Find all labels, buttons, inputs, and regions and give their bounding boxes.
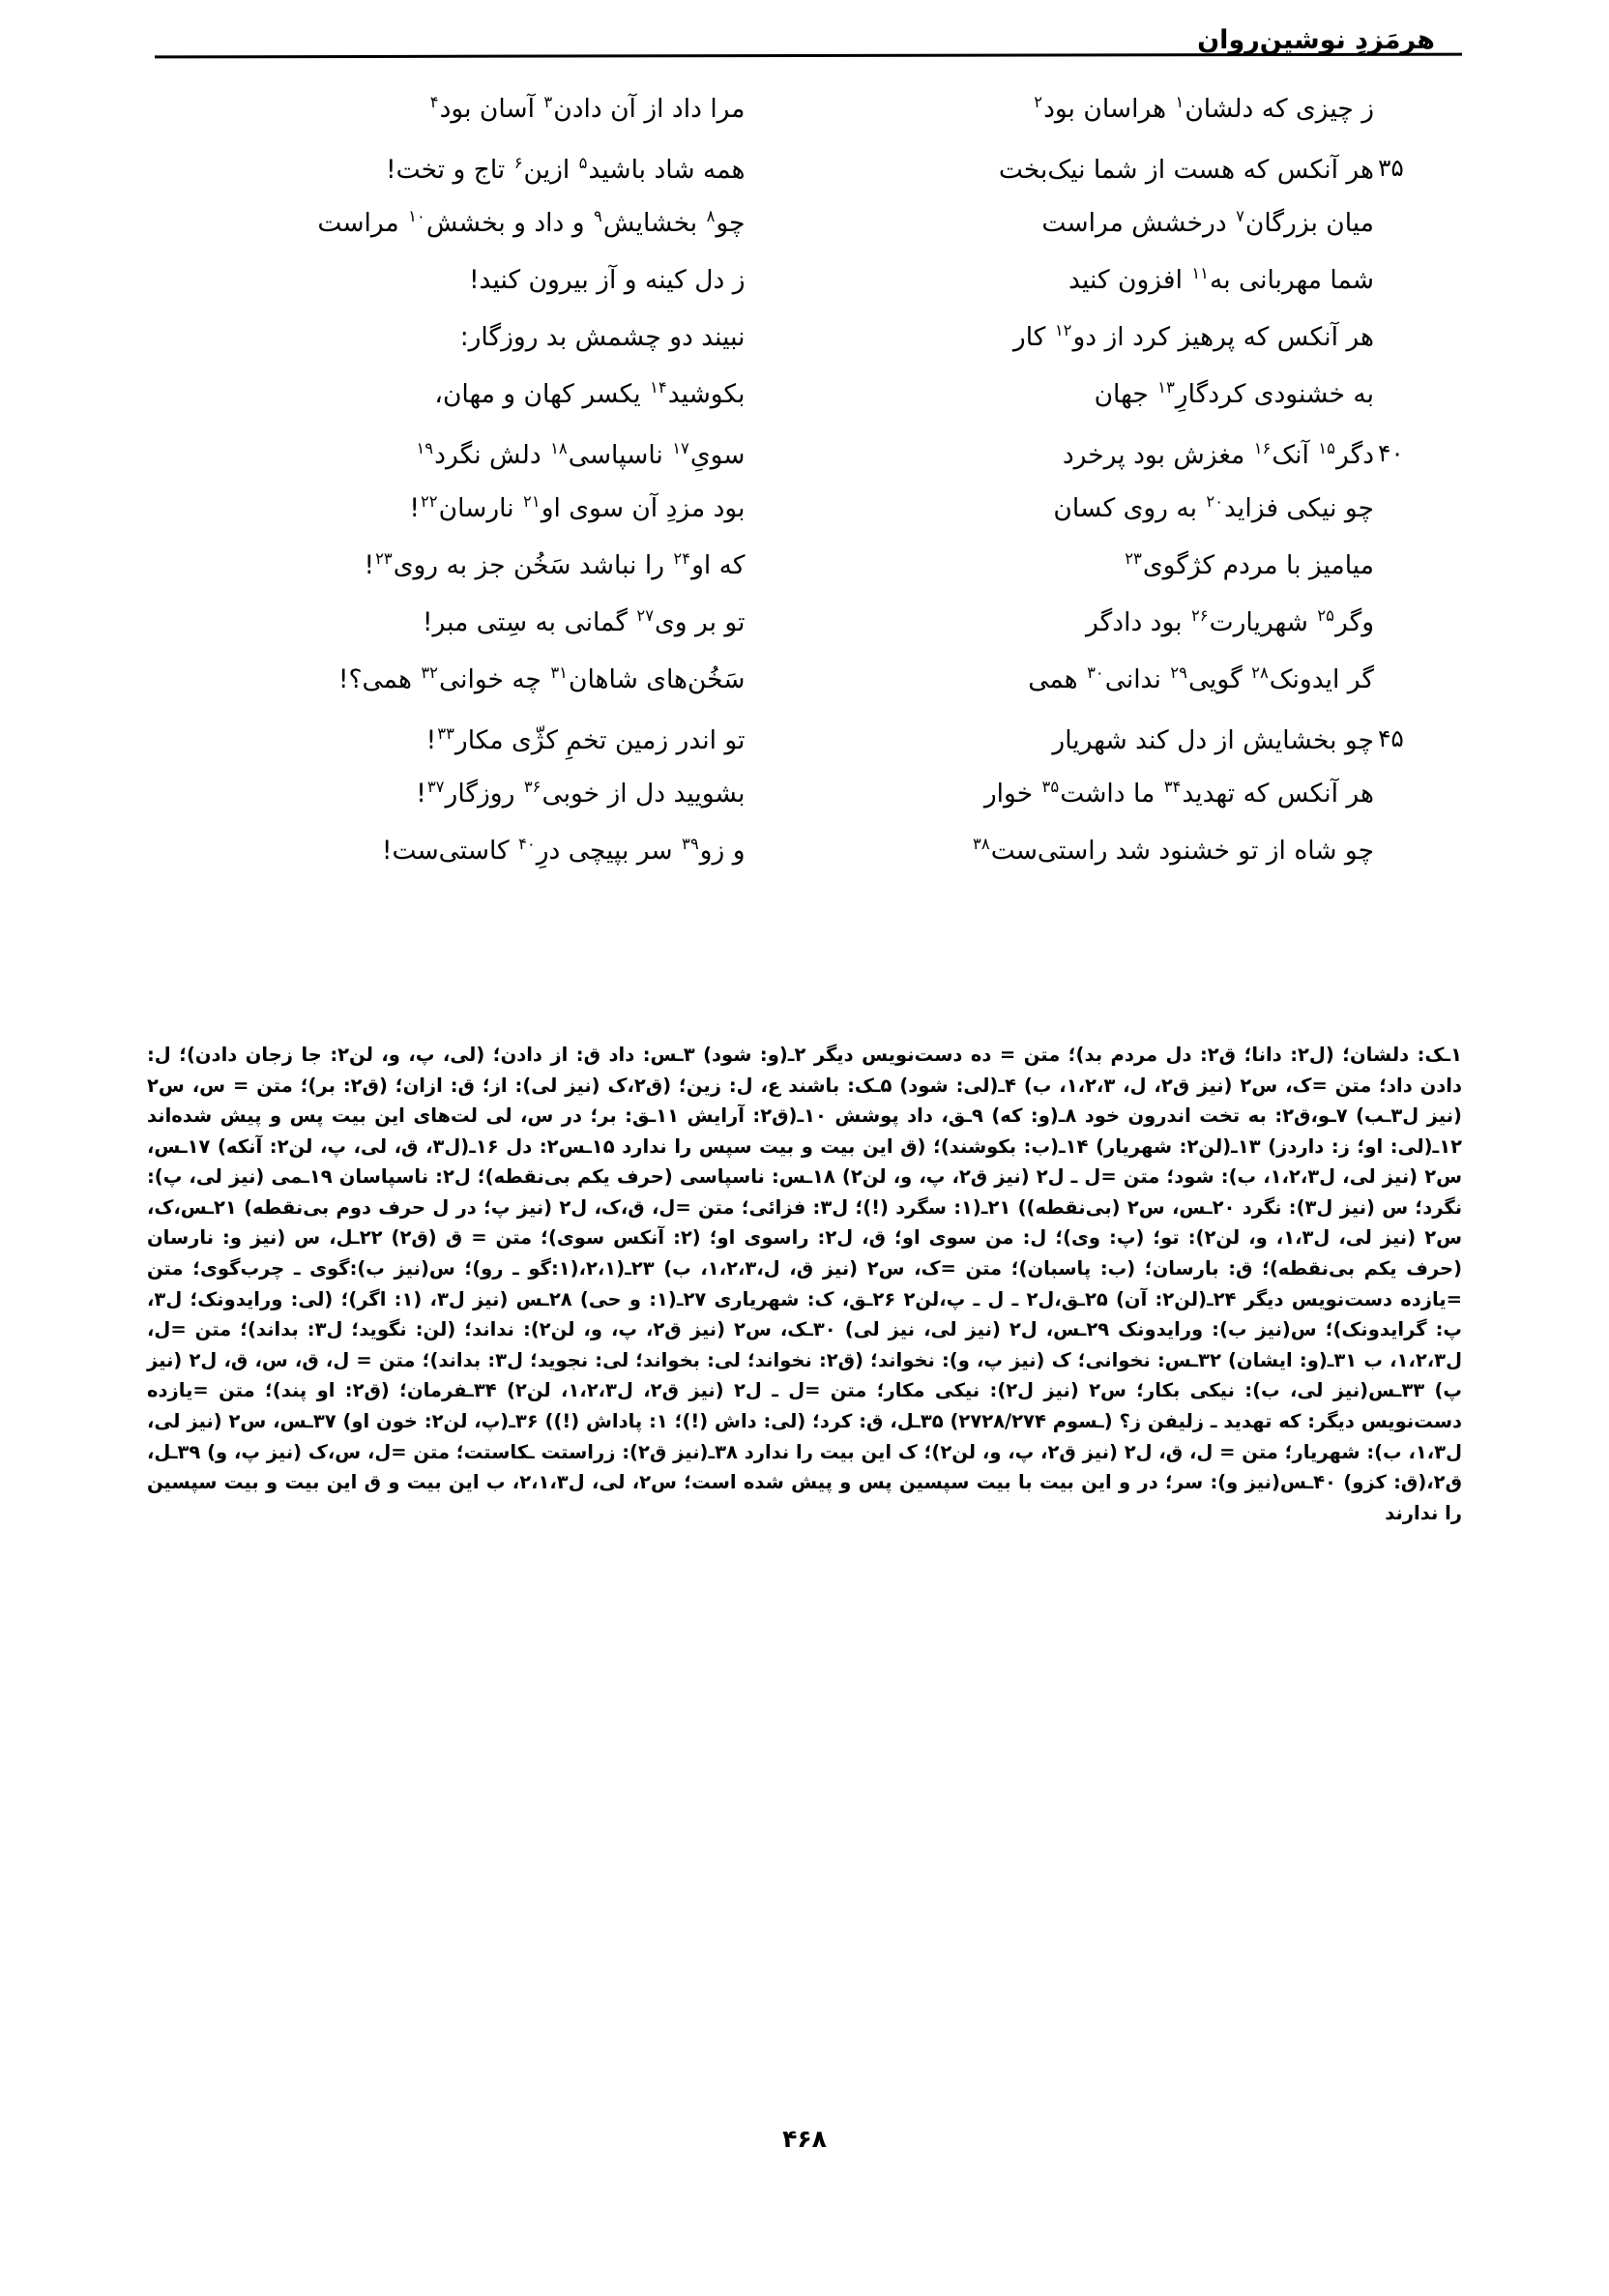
hemistich-second: و زو$^{۳۹}$ سر بپیچی درِ$^{۴۰}$ کاستی‌ست! (381, 835, 746, 866)
hemistich-second: مرا داد از آن دادن$^۳$ آسان بود$^۴$ (429, 93, 746, 124)
verse-line-number (1378, 682, 1440, 686)
critical-apparatus (147, 1040, 1462, 1528)
hemistich-second: سویِ$^{۱۷}$ ناسپاسی$^{۱۸}$ دلش نگرد$^{۱۹}$ (416, 439, 746, 470)
apparatus-text: ۱ـک: دلشان؛ (ل۲: دانا؛ ق۲: دل مردم بد)؛ متن = ده دست‌نویس دیگر ۲ـ(و: شود) ۳ـس: داد ق: از دادن؛ (لی، پ، و، لن۲: جا زجان دادن)؛ ل: دادن داد؛ متن =ک، س۲ (نیز ق۲، ل، ۱،۲،۳، ب) ۴ـ(لی: شود) ۵ـک: باشند ع، ل: زین؛ (ق۲،ک (نیز لی): از؛ ق: ازان؛ (ق۲: بر)؛ متن = س، س۲ (نیز ل۳ـب) ۷ـو،ق۲: به تخت اندرون خود ۸ـ(و: که) ۹ـق، داد پوشش ۱۰ـ(ق۲: آرایش ۱۱ـق: بر؛ در س، لی لت‌های این بیت پس و پیش شده‌اند ۱۲ـ(لی: او؛ ز: داردز) ۱۳ـ(لن۲: شهریار) ۱۴ـ(ب: بکوشند)؛ (ق این بیت و بیت سپس را ندارد ۱۵ـس۲: دل ۱۶ـ(ل۳، ق، لی، پ، لن۲: آنکه) ۱۷ـس، س۲ (نیز لی، ل۱،۲،۳، ب): شود؛ متن =ل ـ ل۲ (نیز ق۲، پ، و، لن۲) ۱۸ـس: ناسپاسی (حرف یکم بی‌نقطه)؛ ل۲: ناسپاسان ۱۹ـمی (نیز لی، پ): نگرد؛ س (نیز ل۳): نگرد ۲۰ـس، س۲ (بی‌نقطه)) ۲۱ـ(۱: سگرد (!)؛ ل۳: فزائی؛ متن =ل، ق،ک، ل۲ (نیز پ؛ در ل حرف دوم بی‌نقطه) ۲۱ـس،ک، س۲ (نیز لی، ل۱،۳، و، لن۲): تو؛ (پ: وی)؛ ل: من سوی او؛ ق، ل۲: راسوی او؛ (۲: آنکس سوی)؛ متن = ق (ق۲) ۲۲ـل، س (نیز و: نارسان (حرف یکم بی‌نقطه)؛ ق: بارسان؛ (ب: پاسبان)؛ متن =ک، س۲ (نیز ق، ل،۱،۲،۳، ب) ۲۳ـ(۲،۱،(۱:گو ـ رو)؛ س(نیز ب):گوی ـ چرب‌گوی؛ متن =یازده دست‌نویس دیگر ۲۴ـ(لن۲: آن) ۲۵ـق،ل۲ ـ ل ـ پ،لن۲ ۲۶ـق، ک: شهریاری ۲۷ـ(۱: و حی) ۲۸ـس (نیز ل۳، (۱: اگر)؛ (لی: ورایدونک؛ ل۳، پ: گرایدونک)؛ س(نیز ب): ورایدونک ۲۹ـس، ل۲ (نیز لی، نیز لی) ۳۰ـک، س۲ (نیز ق۲، پ، و، لن۲): نداند؛ (لن: نگوید؛ ل۳: بداند)؛ متن =ل، ل۱،۲،۳، ب ۳۱ـ(و: ایشان) ۳۲ـس: نخوانی؛ ک (نیز پ، و): نخواند؛ (ق۲: نخواند؛ لی: بخواند؛ لی: نجوید؛ ل۳: بداند)؛ متن = ل، ق، س، ق، ل۲ (نیز پ) ۳۳ـس(نیز لی، ب): نیکی بکار؛ س۲ (نیز ل۲): نیکی مکار؛ متن =ل ـ ل۲ (نیز ق۲، ل۱،۲،۳، لن۲) ۳۴ـفرمان؛ (ق۲: او پند)؛ متن =یازده دست‌نویس دیگر: که تهدید ـ زلیفن ز؟ (ـسوم ۲۷۲۸/۲۷۴) ۳۵ـل، ق: کرد؛ (لی: داش (!)؛ ۱: پاداش (!)) ۳۶ـ(پ، لن۲: خون او) ۳۷ـس، س۲ (نیز لی، ل۱،۳، ب): شهریار؛ متن = ل، ق، ل۲ (نیز ق۲، پ، و، لن۲)؛ ک این بیت را ندارد ۳۸ـ(نیز ق۲): زراستت ـکاستت؛ متن =ل، س،ک (نیز پ، و) ۳۹ـل، ق۲،(ق: کزو) ۴۰ـس(نیز و): سر؛ در و این بیت با بیت سپسین پس و پیش شده است؛ س۲، لی، ل۲،۱،۳، ب این بیت و ق این بیت و بیت سپسین را ندارند (147, 1044, 1463, 1524)
verse-couplet (164, 778, 1440, 835)
verse-couplet (164, 835, 1440, 892)
verse-line-number (1378, 568, 1440, 572)
verse-line-number (1378, 796, 1440, 800)
hemistich-second: سَخُن‌های شاهان$^{۳۱}$ چه خوانی$^{۳۲}$ همی؟! (337, 663, 746, 694)
hemistich-second: بشویید دل از خوبی$^{۳۶}$ روزگار$^{۳۷}$! (416, 778, 746, 809)
verse-line-number: ۴۵ (1378, 724, 1404, 752)
hemistich-second: نبیند دو چشمش بد روزگار: (459, 322, 746, 352)
verse-line-number: ۴۰ (1378, 439, 1404, 467)
hemistich-second: ز دل کینه و آز بیرون کنید! (468, 265, 746, 295)
hemistich-first: چو شاه از تو خشنود شد راستی‌ست$^{۳۸}$ (973, 835, 1374, 866)
verse-couplet (164, 435, 1440, 492)
hemistich-first: به خشنودی کردگارِ$^{۱۳}$ جهان (1094, 378, 1374, 409)
verse-line-number (1378, 625, 1440, 629)
hemistich-first: ز چیزی که دلشان$^۱$ هراسان بود$^۲$ (1034, 93, 1374, 124)
verse-couplet (164, 378, 1440, 435)
verse-line-number: ۳۵ (1378, 154, 1404, 182)
hemistich-first: هر آنکس که تهدید$^{۳۴}$ ما داشت$^{۳۵}$ خوار (983, 778, 1374, 809)
page-header (145, 25, 1464, 77)
verse-block (164, 93, 1440, 892)
hemistich-second: چو$^۸$ بخشایش$^۹$ و داد و بخشش$^{۱۰}$ مراست (317, 207, 746, 238)
verse-couplet (164, 549, 1440, 606)
hemistich-first: گر ایدونک$^{۲۸}$ گویی$^{۲۹}$ ندانی$^{۳۰}$ همی (1028, 663, 1374, 694)
hemistich-second: تو اندر زمین تخمِ کژّی مکار$^{۳۳}$! (425, 724, 746, 755)
hemistich-first: چو نیکی فزاید$^{۲۰}$ به روی کسان (1053, 492, 1374, 523)
verse-couplet (164, 321, 1440, 378)
verse-couplet (164, 606, 1440, 663)
verse-line-number (1378, 853, 1440, 857)
hemistich-first: میامیز با مردم کژگوی$^{۲۳}$ (1125, 549, 1374, 580)
verse-couplet (164, 93, 1440, 150)
verse-line-number (1378, 282, 1440, 286)
hemistich-second: بکوشید$^{۱۴}$ یکسر کهان و مهان، (434, 378, 746, 409)
verse-couplet (164, 264, 1440, 321)
hemistich-second: که او$^{۲۴}$ را نباشد سَخُن جز به روی$^{۲۳}$! (364, 549, 746, 580)
verse-couplet (164, 663, 1440, 721)
page-number: ۴۶۸ (782, 2125, 827, 2153)
hemistich-first: هر آنکس که پرهیز کرد از دو$^{۱۲}$ کار (1012, 321, 1374, 352)
verse-line-number (1378, 111, 1440, 115)
hemistich-second: بود مزدِ آن سوی او$^{۲۱}$ نارسان$^{۲۲}$! (409, 492, 746, 523)
verse-line-number (1378, 225, 1440, 229)
verse-couplet (164, 150, 1440, 207)
verse-line-number (1378, 397, 1440, 400)
hemistich-second: تو بر وی$^{۲۷}$ گمانی به سِتی مبر! (422, 606, 746, 637)
hemistich-first: شما مهربانی به$^{۱۱}$ افزون کنید (1068, 264, 1374, 295)
hemistich-first: دگر$^{۱۵}$ آنک$^{۱۶}$ مغزش بود پرخرد (1062, 439, 1374, 470)
hemistich-first: هر آنکس که هست از شما نیک‌بخت (998, 155, 1374, 185)
verse-line-number (1378, 511, 1440, 515)
hemistich-first: وگر$^{۲۵}$ شهریارت$^{۲۶}$ بود دادگر (1086, 606, 1374, 637)
hemistich-first: میان بزرگان$^۷$ درخشش مراست (1041, 207, 1374, 238)
verse-couplet (164, 721, 1440, 778)
running-title: هرمَزدِ نوشین‌روان (1197, 25, 1435, 55)
verse-couplet (164, 492, 1440, 549)
verse-couplet (164, 207, 1440, 264)
hemistich-first: چو بخشایش از دل کند شهریار (1052, 725, 1374, 755)
hemistich-second: همه شاد باشید$^۵$ ازین$^۶$ تاج و تخت! (385, 154, 746, 185)
verse-line-number (1378, 339, 1440, 343)
